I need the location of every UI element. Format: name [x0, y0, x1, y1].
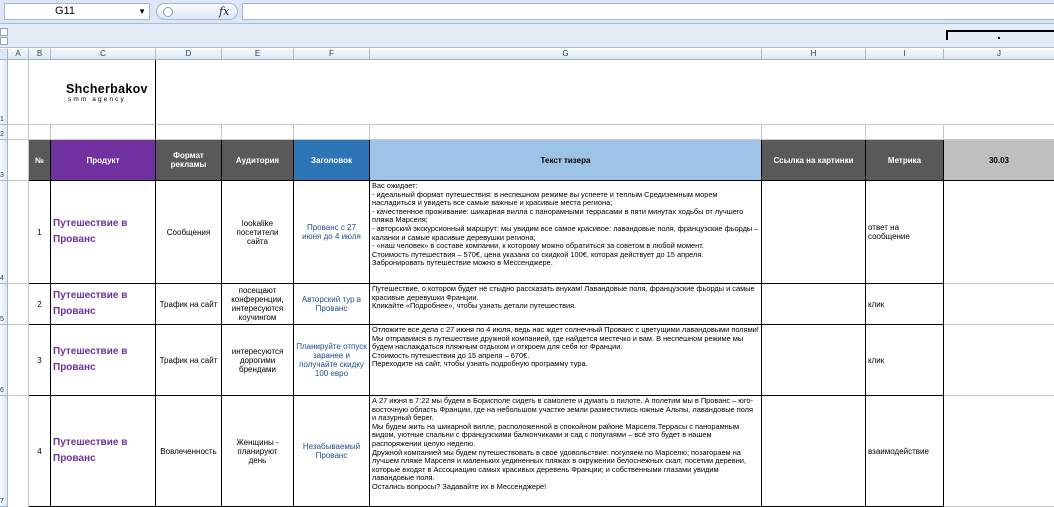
header-headline[interactable]: Заголовок [294, 140, 370, 181]
fx-icon[interactable]: fx [219, 5, 230, 18]
cell-a4[interactable] [8, 181, 29, 284]
outline-dot [998, 37, 1000, 39]
table-row-num[interactable]: 4 [29, 396, 51, 507]
cell-a3[interactable] [8, 140, 29, 181]
header-product[interactable]: Продукт [51, 140, 156, 181]
cell-a5[interactable] [8, 284, 29, 325]
cell-a6[interactable] [8, 325, 29, 396]
cell-e2[interactable] [222, 125, 294, 140]
table-row-product[interactable]: Путешествие в Прованс [51, 325, 156, 396]
table-row-image-link[interactable] [762, 325, 866, 396]
column-header-i[interactable]: I [866, 49, 944, 60]
table-row-product[interactable]: Путешествие в Прованс [51, 181, 156, 284]
outline-band [0, 24, 1054, 48]
table-row-product[interactable]: Путешествие в Прованс [51, 284, 156, 325]
table-row-metric[interactable]: клик [866, 284, 944, 325]
logo-subtitle: smm agency [68, 96, 126, 103]
cell-c2[interactable] [51, 125, 156, 140]
cell-d1-j1[interactable] [156, 60, 1054, 125]
table-row-image-link[interactable] [762, 181, 866, 284]
row-header-5[interactable]: 5 [0, 284, 8, 325]
name-box[interactable] [4, 3, 150, 20]
circle-icon [163, 7, 173, 17]
row-header-7[interactable]: 7 [0, 396, 8, 507]
column-header-d[interactable]: D [156, 49, 222, 60]
table-row-date-value[interactable] [944, 396, 1054, 507]
table-row-teaser[interactable]: А 27 июня в 7:22 мы будем в Борисполе сидеть в самолете и думать о пилоте. А полетим мы в Прованс – юго-восточную область Франции, где на небольшом участке земли разместились южные Альпы, лавандовые поля и лазурный берег. Мы будем жить на шикарной вилле, расположенной в спокойном районе Марселя.Террасы с панорамным видом, уютные спальни с французскими балкончиками и сад с попугаями – всё это будет в нашем распоряжении целую неделю. Дружной компанией мы будем путешествовать в свое удовольствие: погуляем по Марселю; позагораем на лучшем пляже Марселя и маленьких уединенных пляжах в окружении белоснежных скал; посетим деревни, которые входят в Ассоциацию самых красивых деревень Франции; и собственными глазами увидим лавандовые поля. Остались вопросы? Задавайте их в Мессенджере! [370, 396, 762, 507]
header-audience[interactable]: Аудитория [222, 140, 294, 181]
table-row-audience[interactable]: посещают конференции, интересуются коучингом [222, 284, 294, 325]
name-box-value: G11 [55, 5, 75, 17]
column-header-b[interactable]: B [29, 49, 51, 60]
table-row-num[interactable]: 1 [29, 181, 51, 284]
table-row-format[interactable]: Трафик на сайт [156, 284, 222, 325]
table-row-format[interactable]: Трафик на сайт [156, 325, 222, 396]
table-row-headline[interactable]: Авторский тур в Прованс [294, 284, 370, 325]
cell-h2[interactable] [762, 125, 866, 140]
table-row-headline[interactable]: Планируйте отпуск заранее и получайте скидку 100 евро [294, 325, 370, 396]
outline-group-bracket[interactable] [946, 30, 1054, 40]
row-header-4[interactable]: 4 [0, 181, 8, 284]
table-row-audience[interactable]: lookalike посетители сайта [222, 181, 294, 284]
table-row-metric[interactable]: клик [866, 325, 944, 396]
row-header-3[interactable]: 3 [0, 140, 8, 181]
table-row-num[interactable]: 3 [29, 325, 51, 396]
outline-level-1-button[interactable] [0, 28, 8, 36]
column-header-e[interactable]: E [222, 49, 294, 60]
header-teaser[interactable]: Текст тизера [370, 140, 762, 181]
formula-bar [0, 0, 1054, 24]
header-num[interactable]: № [29, 140, 51, 181]
column-header-a[interactable]: A [8, 49, 29, 60]
table-row-date-value[interactable] [944, 284, 1054, 325]
header-format[interactable]: Формат рекламы [156, 140, 222, 181]
table-row-audience[interactable]: Женщины - планируют день [222, 396, 294, 507]
table-row-teaser[interactable]: Вас ожидает: - идеальный формат путешествия: в неспешном режиме вы успеете и теплым Средиземным морем насладиться и увидеть все самые важные и красивые места региона; - качественное проживание: шикарная вилла с панорамными террасами в пяти минутах ходьбы от лучшего пляжа Марселя; - авторский экскурсионный маршрут: мы увидим все самое красивое: лавандовые поля, французские фьорды – каланки и самые красивые деревушки региона; - «наш человек» в составе компании, к которому можно обратиться за советом в любой момент. Стоимость путешествия – 570€, цена указана со скидкой 100€, которая действует до 15 апреля. Забронировать путешествие можно в Мессенджере. [370, 181, 762, 284]
cell-j2[interactable] [944, 125, 1054, 140]
cell-f2[interactable] [294, 125, 370, 140]
table-row-image-link[interactable] [762, 284, 866, 325]
chevron-down-icon[interactable]: ▼ [138, 7, 146, 16]
table-row-date-value[interactable] [944, 181, 1054, 284]
column-header-g[interactable]: G [370, 49, 762, 60]
table-row-teaser[interactable]: Путешествие, о котором будет не стыдно рассказать внукам! Лавандовые поля, французские фьорды и самые красивые деревушки Франции. Кликайте «Подробнее», чтобы узнать детали путешествия. [370, 284, 762, 325]
row-header-1[interactable]: 1 [0, 60, 8, 125]
header-date[interactable]: 30.03 [944, 140, 1054, 181]
cell-a1[interactable] [8, 60, 29, 125]
cell-a7[interactable] [8, 396, 29, 507]
table-row-image-link[interactable] [762, 396, 866, 507]
table-row-headline[interactable]: Незабываемый Прованс [294, 396, 370, 507]
column-header-j[interactable]: J [944, 49, 1054, 60]
cell-g2[interactable] [370, 125, 762, 140]
table-row-metric[interactable]: ответ на сообщение [866, 181, 944, 284]
table-row-format[interactable]: Вовлеченность [156, 396, 222, 507]
table-row-teaser[interactable]: Отложите все дела с 27 июня по 4 июля, ведь нас ждет солнечный Прованс с цветущими лавандовыми полями! Мы отправимся в путешествие дружной компанией, где найдется местечко и вам. В неспешном режиме мы будем наслаждаться пляжным отдыхом и откроем для себя юг Франции. Стоимость путешествия до 15 апреля – 670€. Переходите на сайт, чтобы узнать подробную программу тура. [370, 325, 762, 396]
cell-i2[interactable] [866, 125, 944, 140]
header-metric[interactable]: Метрика [866, 140, 944, 181]
cell-b2[interactable] [29, 125, 51, 140]
table-row-date-value[interactable] [944, 325, 1054, 396]
outline-level-2-button[interactable] [0, 37, 8, 45]
table-row-num[interactable]: 2 [29, 284, 51, 325]
formula-input[interactable] [242, 3, 1054, 20]
row-header-2[interactable]: 2 [0, 125, 8, 140]
table-row-headline[interactable]: Прованс с 27 июня до 4 июля [294, 181, 370, 284]
select-all-corner[interactable] [0, 49, 8, 60]
table-row-metric[interactable]: взаимодействие [866, 396, 944, 507]
cell-d2[interactable] [156, 125, 222, 140]
logo-title: Shcherbakov [66, 82, 148, 96]
column-header-h[interactable]: H [762, 49, 866, 60]
column-header-f[interactable]: F [294, 49, 370, 60]
header-image-link[interactable]: Ссылка на картинки [762, 140, 866, 181]
cell-a2[interactable] [8, 125, 29, 140]
function-button-group [156, 3, 238, 20]
table-row-product[interactable]: Путешествие в Прованс [51, 396, 156, 507]
table-row-audience[interactable]: интересуются дорогими брендами [222, 325, 294, 396]
table-row-format[interactable]: Сообщения [156, 181, 222, 284]
row-header-6[interactable]: 6 [0, 325, 8, 396]
agency-logo [66, 83, 148, 103]
column-header-c[interactable]: C [51, 49, 156, 60]
